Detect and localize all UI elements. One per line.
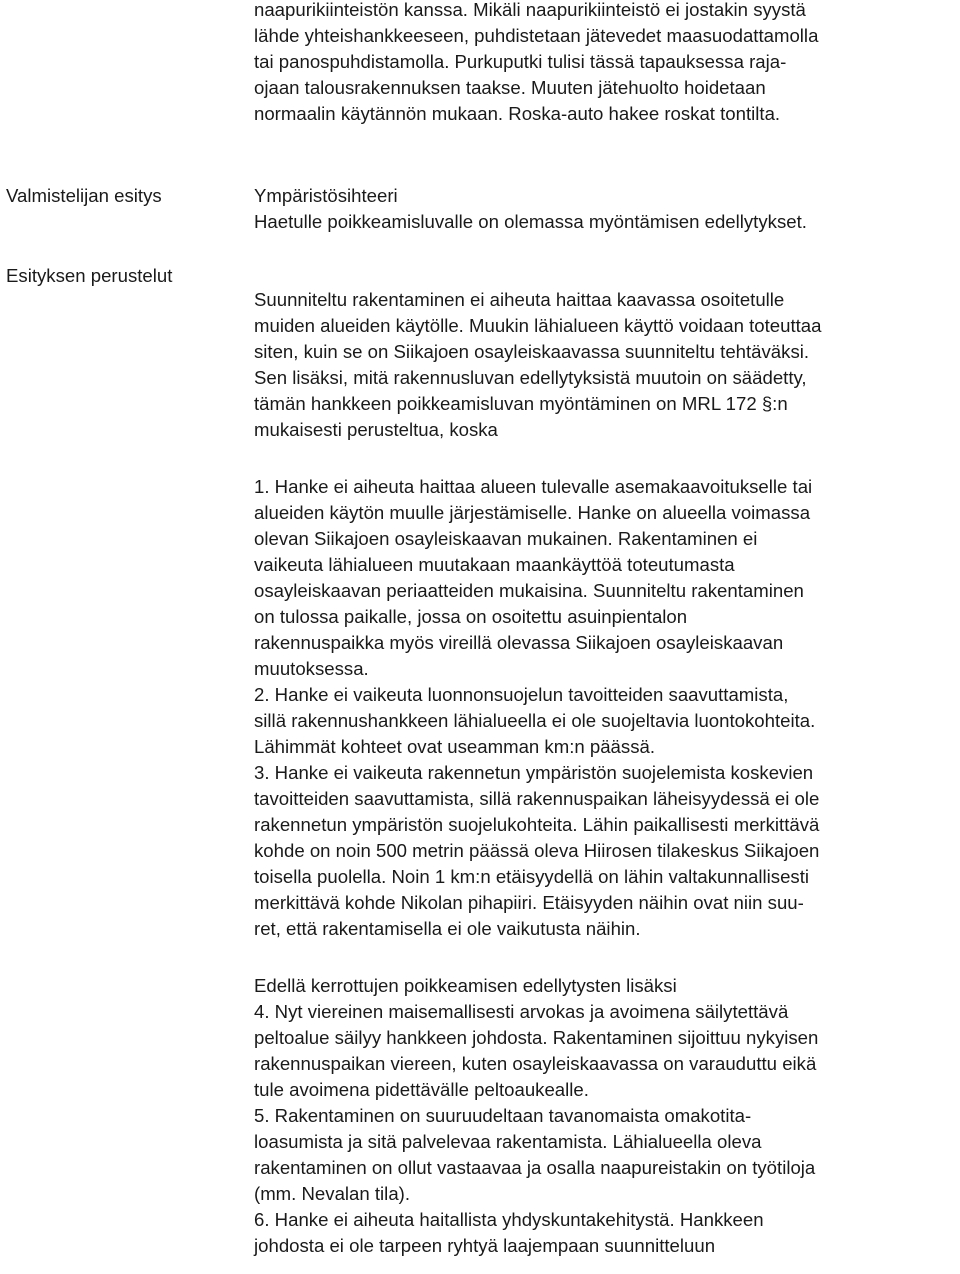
text-line: mukaisesti perusteltua, koska — [254, 419, 498, 440]
text-line: tai panospuhdistamolla. Purkuputki tulisi tässä tapauksessa raja- — [254, 51, 787, 72]
text-line: rakennuspaikka myös vireillä olevassa Siikajoen osayleiskaavan — [254, 632, 784, 653]
text-line: Suunniteltu rakentaminen ei aiheuta haittaa kaavassa osoitetulle — [254, 289, 785, 310]
text-line: johdosta ei ole tarpeen ryhtyä laajempaan suunnitteluun — [254, 1235, 716, 1256]
text-line: naapurikiinteistön kanssa. Mikäli naapurikiinteistö ei jostakin syystä — [254, 0, 806, 20]
text-line: Edellä kerrottujen poikkeamisen edellytysten lisäksi — [254, 975, 677, 996]
text-line: muiden alueiden käytölle. Muukin lähialueen käyttö voidaan toteuttaa — [254, 315, 822, 336]
text-line: 4. Nyt viereinen maisemallisesti arvokas ja avoimena säilytettävä — [254, 1001, 789, 1022]
text-line: Haetulle poikkeamisluvalle on olemassa myöntämisen edellytykset. — [254, 211, 807, 232]
text-line: 3. Hanke ei vaikeuta rakennetun ympäristön suojelemista koskevien — [254, 762, 814, 783]
text-line: tämän hankkeen poikkeamisluvan myöntäminen on MRL 172 §:n — [254, 393, 788, 414]
text-line: rakennuspaikan viereen, kuten osayleiskaavassa on varauduttu eikä — [254, 1053, 817, 1074]
text-line: on tulossa paikalle, jossa on osoitettu asuinpientalon — [254, 606, 688, 627]
text-line: alueiden käytön muulle järjestämiselle. Hanke on alueella voimassa — [254, 502, 811, 523]
text-line: tavoitteiden saavuttamista, sillä rakennuspaikan läheisyydessä ei ole — [254, 788, 820, 809]
text-line: merkittävä kohde Nikolan pihapiiri. Etäisyyden näihin ovat niin suu- — [254, 892, 804, 913]
text-line: rakennetun ympäristön suojelukohteita. Lähin paikallisesti merkittävä — [254, 814, 820, 835]
text-line: lähde yhteishankkeeseen, puhdistetaan jätevedet maasuodattamolla — [254, 25, 819, 46]
text-line: loasumista ja sitä palvelevaa rakentamista. Lähialueella oleva — [254, 1131, 762, 1152]
text-line: ojaan talousrakennuksen taakse. Muuten jätehuolto hoidetaan — [254, 77, 766, 98]
text-line: osayleiskaavan periaatteiden mukaisina. Suunniteltu rakentaminen — [254, 580, 804, 601]
text-line: 5. Rakentaminen on suuruudeltaan tavanomaista omakotita- — [254, 1105, 752, 1126]
text-line: toisella puolella. Noin 1 km:n etäisyydellä on lähin valtakunnallisesti — [254, 866, 810, 887]
proposal-heading: Ympäristösihteeri — [254, 185, 398, 206]
text-line: kohde on noin 500 metrin päässä oleva Hiirosen tilakeskus Siikajoen — [254, 840, 820, 861]
text-line: siten, kuin se on Siikajoen osayleiskaavassa suunniteltu tehtäväksi. — [254, 341, 810, 362]
text-line: muutoksessa. — [254, 658, 369, 679]
text-line: olevan Siikajoen osayleiskaavan mukainen. Rakentaminen ei — [254, 528, 758, 549]
text-line: 6. Hanke ei aiheuta haitallista yhdyskuntakehitystä. Hankkeen — [254, 1209, 764, 1230]
text-line: rakentaminen on ollut vastaavaa ja osalla naapureistakin on työtiloja — [254, 1157, 816, 1178]
text-line: ret, että rakentamisella ei ole vaikutusta näihin. — [254, 918, 641, 939]
text-line: tule avoimena pidettävälle peltoaukealle. — [254, 1079, 589, 1100]
text-line: sillä rakennushankkeen lähialueella ei ole suojeltavia luontokohteita. — [254, 710, 816, 731]
text-line: peltoalue säilyy hankkeen johdosta. Rakentaminen sijoittuu nykyisen — [254, 1027, 819, 1048]
text-line: Sen lisäksi, mitä rakennusluvan edellytyksistä muutoin on säädetty, — [254, 367, 807, 388]
text-line: vaikeuta lähialueen muutakaan maankäyttöä toteutumasta — [254, 554, 735, 575]
text-line: Lähimmät kohteet ovat useamman km:n päässä. — [254, 736, 656, 757]
text-line: 2. Hanke ei vaikeuta luonnonsuojelun tavoitteiden saavuttamista, — [254, 684, 789, 705]
label-justification: Esityksen perustelut — [6, 265, 173, 286]
label-proposal: Valmistelijan esitys — [6, 185, 162, 206]
text-line: 1. Hanke ei aiheuta haittaa alueen tulevalle asemakaavoitukselle tai — [254, 476, 813, 497]
text-line: normaalin käytännön mukaan. Roska-auto hakee roskat tontilta. — [254, 103, 781, 124]
text-line: (mm. Nevalan tila). — [254, 1183, 411, 1204]
